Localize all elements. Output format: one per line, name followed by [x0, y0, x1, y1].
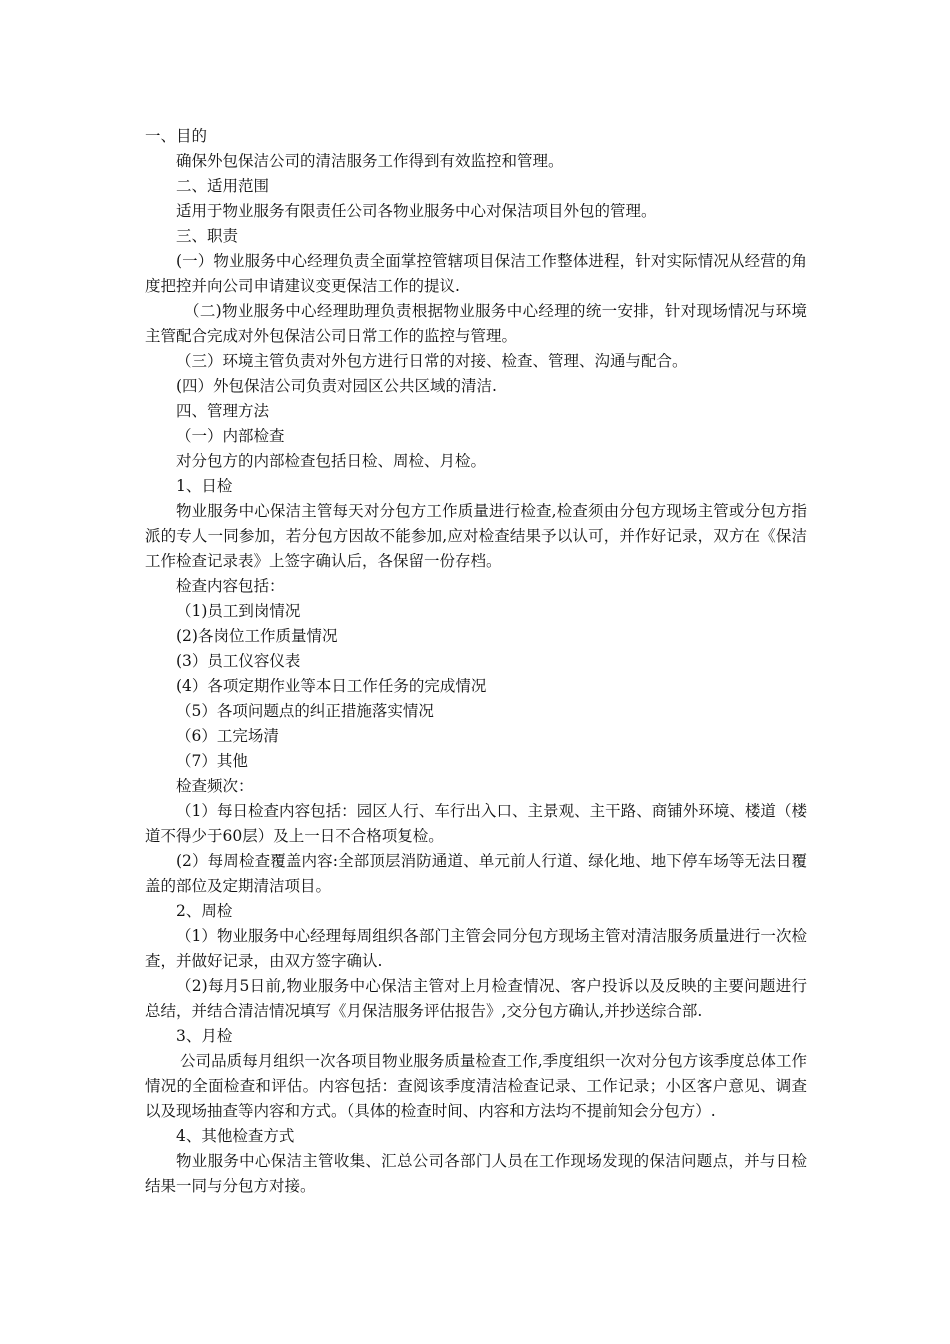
heading-monthly-check: 3、月检: [176, 1027, 233, 1045]
heading-weekly-check: 2、周检: [176, 902, 233, 920]
paragraph-scope: 适用于物业服务有限责任公司各物业服务中心对保洁项目外包的管理。: [176, 202, 657, 220]
paragraph-duty-2: （二)物业服务中心经理助理负责根据物业服务中心经理的统一安排，针对现场情况与环境主管配合完成对外包保洁公司日常工作的监控与管理。: [145, 302, 807, 345]
paragraph-internal-inspection: 对分包方的内部检查包括日检、周检、月检。: [176, 452, 487, 470]
label-check-content: 检查内容包括：: [176, 577, 285, 595]
heading-other-checks: 4、其他检查方式: [176, 1127, 295, 1145]
paragraph-frequency-2: (2）每周检查覆盖内容:全部顶层消防通道、单元前人行道、绿化地、地下停车场等无法日覆盖的部位及定期清洁项目。: [145, 852, 807, 895]
paragraph-weekly-2: （2)每月5日前,物业服务中心保洁主管对上月检查情况、客户投诉以及反映的主要问题进行总结，并结合清洁情况填写《月保洁服务评估报告》,交分包方确认,并抄送综合部.: [145, 977, 807, 1020]
paragraph-duty-1: (一）物业服务中心经理负责全面掌控管辖项目保洁工作整体进程，针对实际情况从经营的角度把控并向公司申请建议变更保洁工作的提议.: [145, 252, 807, 295]
paragraph-duty-3: （三）环境主管负责对外包方进行日常的对接、检查、管理、沟通与配合。: [176, 352, 688, 370]
paragraph-monthly-check: 公司品质每月组织一次各项目物业服务质量检查工作,季度组织一次对分包方该季度总体工作情况的全面检查和评估。内容包括：查阅该季度清洁检查记录、工作记录；小区客户意见、调查以及现场抽查等内容和方式。（具体的检查时间、内容和方法均不提前知会分包方）.: [145, 1052, 807, 1120]
paragraph-frequency-1: （1）每日检查内容包括：园区人行、车行出入口、主景观、主干路、商铺外环境、楼道（楼道不得少于60层）及上一日不合格项复检。: [145, 802, 807, 845]
paragraph-weekly-1: （1）物业服务中心经理每周组织各部门主管会同分包方现场主管对清洁服务质量进行一次检查，并做好记录，由双方签字确认.: [145, 927, 807, 970]
list-item-check-2: (2)各岗位工作质量情况: [176, 627, 338, 645]
heading-purpose: 一、目的: [145, 127, 208, 145]
heading-duties: 三、职责: [176, 227, 239, 245]
heading-scope: 二、适用范围: [176, 177, 270, 195]
paragraph-other-checks: 物业服务中心保洁主管收集、汇总公司各部门人员在工作现场发现的保洁问题点，并与日检结果一同与分包方对接。: [145, 1152, 807, 1195]
paragraph-purpose: 确保外包保洁公司的清洁服务工作得到有效监控和管理。: [176, 152, 564, 170]
list-item-check-6: （6）工完场清: [176, 727, 279, 745]
heading-daily-check: 1、日检: [176, 477, 233, 495]
document-page: [145, 124, 807, 1199]
list-item-check-1: （1)员工到岗情况: [176, 602, 301, 620]
list-item-check-3: (3）员工仪容仪表: [176, 652, 301, 670]
paragraph-duty-4: (四）外包保洁公司负责对园区公共区域的清洁.: [176, 377, 497, 395]
list-item-check-5: （5）各项问题点的纠正措施落实情况: [176, 702, 434, 720]
label-check-frequency: 检查频次：: [176, 777, 254, 795]
paragraph-daily-check: 物业服务中心保洁主管每天对分包方工作质量进行检查,检查须由分包方现场主管或分包方指派的专人一同参加，若分包方因故不能参加,应对检查结果予以认可，并作好记录，双方在《保洁工作检查记录表》上签字确认后，各保留一份存档。: [145, 502, 807, 570]
heading-management: 四、管理方法: [176, 402, 270, 420]
list-item-check-7: （7）其他: [176, 752, 248, 770]
heading-internal-inspection: （一）内部检查: [176, 427, 285, 445]
list-item-check-4: (4）各项定期作业等本日工作任务的完成情况: [176, 677, 487, 695]
